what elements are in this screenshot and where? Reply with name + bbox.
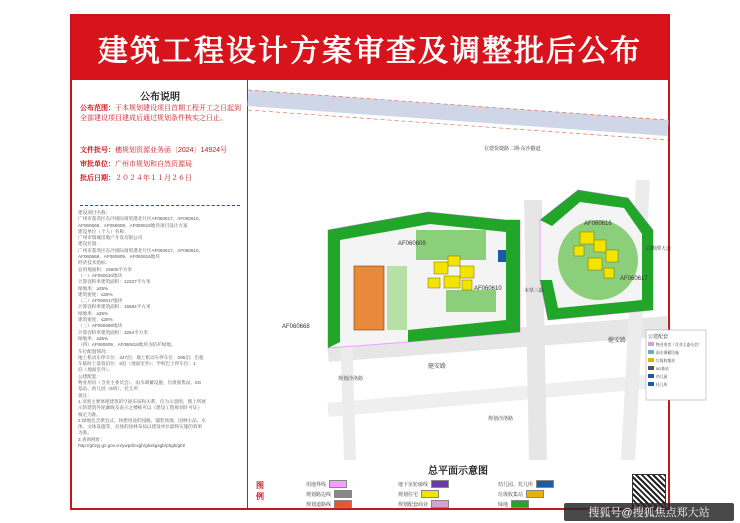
field-approver: 审批单位：广州市规划和自然资源局 [80,161,192,168]
detail-line: AF060668、AF060609、AF060616地块 [78,254,160,260]
detail-line: 物业用房（含业主委员会）、雨水调蓄设施、垃圾收集站、5G [78,380,202,386]
detail-line: 地上机动车停车位：347泊；地上机动车停车位：295泊；出租 [78,354,204,360]
label-af060610: AF060610 [474,286,502,292]
legend-item-label: 规划路边线 [306,491,332,498]
svg-text:雨水调蓄设施: 雨水调蓄设施 [656,351,679,355]
legend-item [398,500,449,508]
legend-item [306,500,352,508]
detail-line: http://ghzyj.gz.gov.cn/ywpd/cxgh/ghxkgsgb/phgb/gbt/ [78,442,186,448]
label-jiananlu-1: 健安路 [428,364,447,370]
detail-line: 广州市瑞城房地产开发有限公司 [78,235,143,241]
label-jiananlu-2: 健安路 [608,338,627,344]
road-benfu [533,200,538,460]
label-af060609: AF060609 [398,241,426,247]
field-scope: 公布范围：于本规划建设项目首期工程开工之日起到全部建设项目建成后通过规划条件核实之日止。 [80,105,241,122]
svg-text:幼儿园: 幼儿园 [656,375,668,379]
legend-item-label: 地下室轮廓线 [398,481,429,488]
legend-item [398,490,439,498]
legend-item [498,480,554,488]
detail-line: 绿地率：≥35% [78,335,109,341]
legend-item-label: 用地界线 [306,481,327,488]
legend-swatch [431,500,449,508]
site-plan-map [248,80,702,460]
public-facilities-legend [646,330,706,400]
label-road-north: 在建快捷路二期-东沙隧道 [484,146,541,152]
watermark: 搜狐号@搜狐焦点郑大站 [564,503,734,521]
detail-line: 示的建筑外轮廓线及表示之楼栋可以《建设工程规划许可证》 [78,405,203,411]
legend-swatch [334,490,352,498]
legend-item [498,500,529,508]
legend-swatch [329,480,347,488]
field-date: 批后日期：２０２４年１１月２６日 [80,175,192,182]
detail-line: 备注： [78,392,92,398]
legend-swatch [536,480,554,488]
detail-line: 建设单位（个人）名称： [78,228,129,234]
svg-text:公建配套: 公建配套 [648,334,669,340]
kindergarten-block [354,266,384,330]
nursery-block [498,250,506,262]
legend-item [498,490,544,498]
detail-line: 建设项目名称： [78,210,111,215]
detail-line: 计算容积率建筑面积：15684平方米 [78,304,151,310]
svg-text:垃圾收集站: 垃圾收集站 [656,359,675,363]
detail-line: 为准。 [78,430,92,436]
detail-line: 广州市荔湾区东沙国际商贸港北片区AF060617、AF060610、 [78,216,204,222]
courtyard-green [416,230,486,260]
legend-item [306,490,352,498]
label-af060617: AF060617 [620,276,648,282]
label-guihua-east: 白鹅潭大道 [646,246,672,252]
divider [80,205,240,206]
detail-line: 广州市荔湾区东沙国际商贸港北片区AF060617、AF060610、 [78,247,204,253]
detail-line: 1.亲围主要体现建筑的空间布局和关系，仅为示意图，图上所展 [78,398,206,404]
field-file-no: 文件批号：穗规划资源业务函〔2024〕14924号 [80,147,228,154]
detail-line: 绿地率：≥35% [78,285,109,291]
detail-line: 2.绿地包含供室式、休憩用途的园路、铺装场地、园林小品、水 [78,417,206,423]
label-af060616: AF060616 [584,221,612,227]
legend-swatch [511,500,529,508]
detail-line: 绿地率：≥35% [78,310,109,316]
legend-item-label: 规划住宅 [398,491,419,498]
legend-item-label: 规划道路线 [306,501,332,508]
detail-line: （二）AF060617地块 [78,298,123,304]
legend-swatch [526,490,544,498]
detail-line: AF060668、AF060609、AF060616地块项目设计方案 [78,222,188,228]
site-plan-svg [248,80,702,460]
legend-item-label: 规划配套商业 [398,501,429,508]
legend-label: 图例 [256,481,264,501]
label-guihua-west: 规划沙洛路 [338,376,364,382]
notice-title: 公布说明 [140,92,180,103]
legend-item [306,480,347,488]
detail-line: 经济技术指标： [78,260,111,266]
label-benfu: 本草三路 [524,288,545,294]
detail-line: 3.查询网址： [78,436,105,442]
detail-line: （一）AF060610地块 [78,272,123,278]
svg-text:托儿所: 托儿所 [656,383,668,387]
legend-item [398,480,449,488]
detail-line: 计算容积率建筑面积：3264平方米 [78,329,148,335]
detail-line: 计算容积率建筑面积：12327平方米 [78,279,151,285]
detail-line: 车临时上落客泊位：6泊（地面室外）；学校巴士停车位：1 [78,361,196,367]
detail-line: 建筑密度：≤28% [78,291,113,297]
svg-text:5G基站: 5G基站 [656,367,669,371]
detail-line: （三）AF060668地块 [78,323,123,329]
detail-line: （四）AF060609、AF060616地块为防护绿地。 [78,342,176,348]
notice-panel [72,80,248,508]
banner-title: 建筑工程设计方案审查及调整批后公布 [72,16,668,80]
svg-text:物业用房（含业主委员会）: 物业用房（含业主委员会） [656,343,702,347]
legend-item-label: 绿地 [498,501,509,508]
detail-line: 车位配置情况： [78,348,111,354]
detail-line: 核定为准。 [78,411,101,417]
project-details [78,210,244,449]
legend-swatch [431,480,449,488]
legend-item-label: 幼儿园、托儿所 [498,481,534,488]
detail-line: 泊（地面室外）。 [78,367,113,373]
label-af060668: AF060668 [282,324,310,330]
legend-item-label: 垃圾收集站 [498,491,524,498]
detail-line: 建筑密度：≤28% [78,317,113,323]
detail-line: 总用地面积：15600平方米 [78,266,133,272]
label-guihua-south: 规划沙洛路 [488,416,514,422]
legend-swatch [334,500,352,508]
notice-board [70,14,702,510]
plan-title: 总平面示意图 [428,466,488,477]
legend-swatch [421,490,439,498]
detail-line: 体、文体设施等，具体的园林布局以建设单位最终实施的效果 [78,424,203,430]
detail-line: 公建配套： [78,373,101,379]
detail-line: 基站、幼儿园（6班）、托儿所 [78,386,138,392]
detail-line: 建设位置： [78,241,101,247]
